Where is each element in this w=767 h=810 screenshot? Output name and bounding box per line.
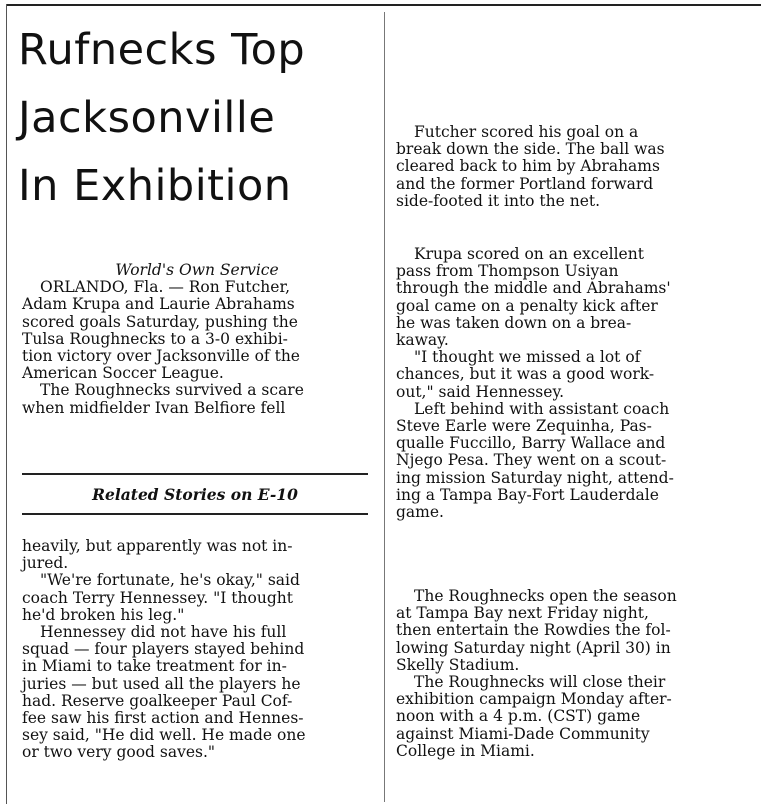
text-line: side-footed it into the net.: [396, 191, 601, 210]
headline-line-2: Jacksonville: [18, 93, 276, 143]
text-line: scored goals Saturday, pushing the: [22, 312, 298, 331]
text-line: sey said, "He did well. He made one: [22, 726, 306, 745]
text-line: he'd broken his leg.": [22, 605, 185, 624]
text-line: Left behind with assistant coach: [414, 399, 670, 418]
text-line: tion victory over Jacksonville of the: [22, 347, 300, 366]
text-line: against Miami-Dade Community: [396, 724, 650, 743]
text-line: "We're fortunate, he's okay," said: [40, 571, 300, 590]
text-line: then entertain the Rowdies the fol-: [396, 621, 671, 640]
byline: World's Own Service: [115, 261, 279, 279]
left-column-top: [22, 262, 372, 417]
text-line: heavily, but apparently was not in-: [22, 537, 293, 555]
text-line: Njego Pesa. They went on a scout-: [396, 451, 667, 470]
text-line: noon with a 4 p.m. (CST) game: [396, 707, 641, 726]
text-line: The Roughnecks survived a scare: [40, 381, 304, 400]
text-line: exhibition campaign Monday after-: [396, 690, 672, 709]
headline: [18, 16, 368, 220]
text-line: "I thought we missed a lot of: [414, 348, 641, 367]
text-line: College in Miami.: [396, 741, 535, 760]
text-line: fee saw his first action and Hennes-: [22, 709, 304, 728]
text-line: ing a Tampa Bay-Fort Lauderdale: [396, 485, 659, 504]
right-column-p3: [396, 588, 756, 760]
text-line: coach Terry Hennessey. "I thought: [22, 588, 293, 607]
text-line: goal came on a penalty kick after: [396, 296, 658, 315]
text-line: juries — but used all the players he: [22, 674, 301, 693]
text-line: he was taken down on a brea-: [396, 313, 632, 332]
text-line: cleared back to him by Abrahams: [396, 157, 660, 176]
right-column-p2: [396, 246, 756, 521]
text-line: Steve Earle were Zequinha, Pas-: [396, 417, 652, 436]
text-line: Krupa scored on an excellent: [414, 245, 644, 263]
text-line: pass from Thompson Usiyan: [396, 262, 619, 281]
text-line: at Tampa Bay next Friday night,: [396, 604, 649, 623]
headline-line-1: Rufnecks Top: [18, 25, 306, 75]
text-line: American Soccer League.: [22, 364, 224, 383]
text-line: out," said Hennessey.: [396, 382, 565, 401]
right-column-p1: [396, 124, 756, 210]
text-line: Adam Krupa and Laurie Abrahams: [22, 295, 295, 314]
related-stories-box: [22, 473, 368, 515]
text-line: through the middle and Abrahams': [396, 279, 671, 298]
text-line: qualle Fuccillo, Barry Wallace and: [396, 434, 666, 453]
left-column-bottom: [22, 538, 372, 762]
text-line: Skelly Stadium.: [396, 655, 520, 674]
top-border-rule: [6, 4, 761, 6]
related-stories-label: Related Stories on E-10: [92, 484, 298, 504]
text-line: had. Reserve goalkeeper Paul Cof-: [22, 691, 293, 710]
text-line: The Roughnecks open the season: [414, 587, 677, 605]
column-divider: [384, 12, 385, 802]
text-line: squad — four players stayed behind: [22, 640, 305, 659]
text-line: Futcher scored his goal on a: [414, 123, 639, 141]
left-border-rule: [6, 4, 7, 804]
text-line: chances, but it was a good work-: [396, 365, 655, 384]
text-line: lowing Saturday night (April 30) in: [396, 638, 671, 657]
text-line: Tulsa Roughnecks to a 3-0 exhibi-: [22, 329, 288, 348]
text-line: ORLANDO, Fla. — Ron Futcher,: [40, 278, 291, 297]
text-line: when midfielder Ivan Belfiore fell: [22, 398, 286, 417]
text-line: Hennessey did not have his full: [40, 623, 287, 642]
text-line: game.: [396, 503, 444, 522]
text-line: The Roughnecks will close their: [414, 673, 666, 692]
text-line: in Miami to take treatment for in-: [22, 657, 287, 676]
text-line: ing mission Saturday night, attend-: [396, 468, 674, 487]
headline-line-3: In Exhibition: [18, 161, 292, 211]
text-line: or two very good saves.": [22, 743, 216, 762]
text-line: break down the side. The ball was: [396, 140, 665, 159]
text-line: and the former Portland forward: [396, 174, 654, 193]
text-line: jured.: [22, 554, 69, 573]
text-line: kaway.: [396, 331, 449, 350]
